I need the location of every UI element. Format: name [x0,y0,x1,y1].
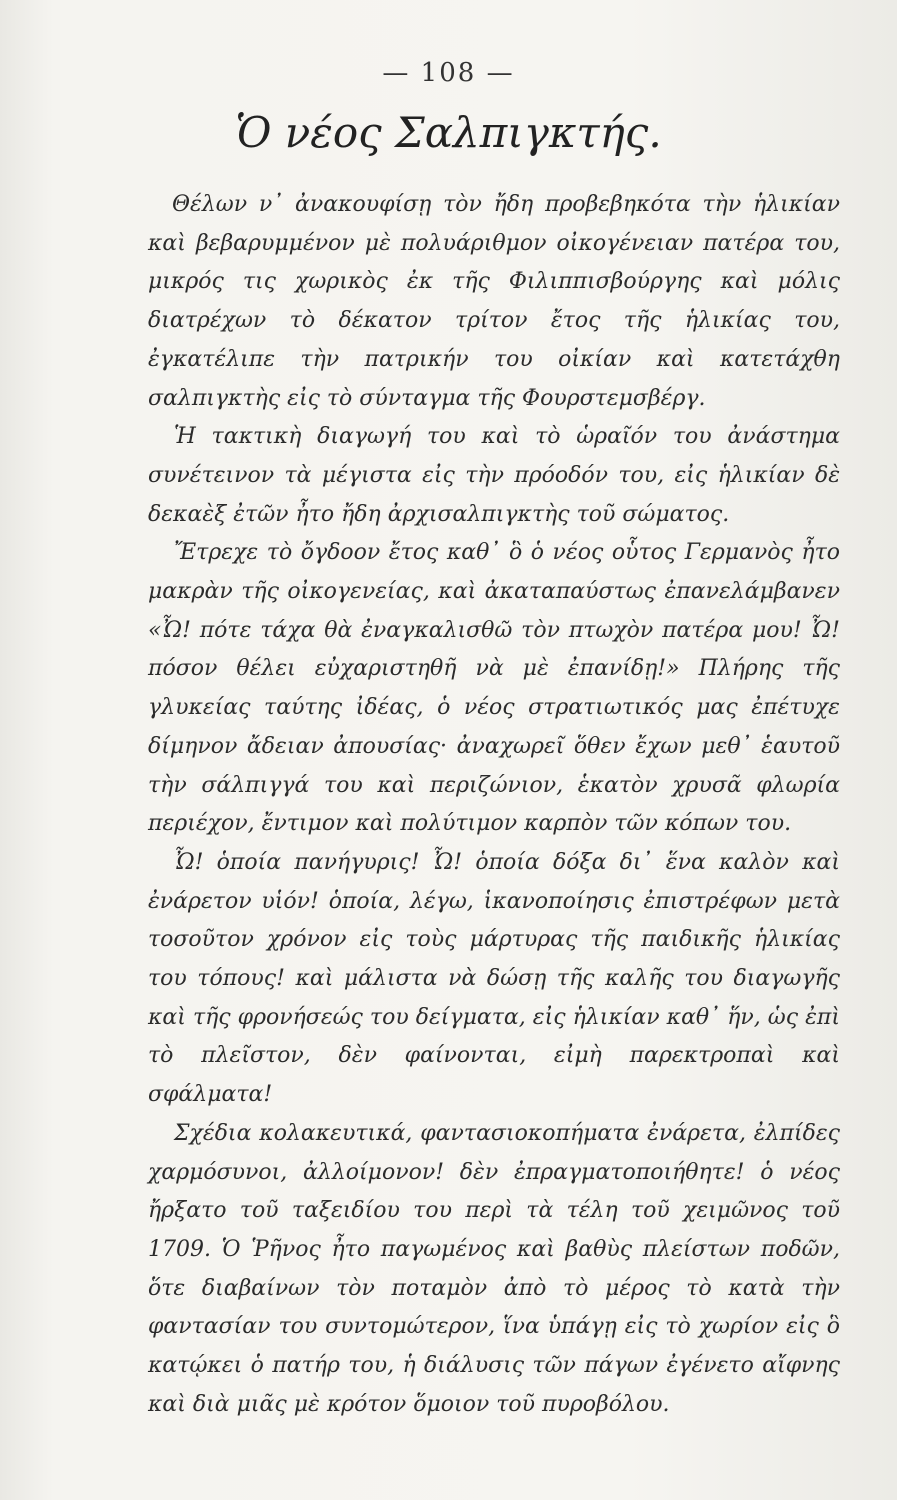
paragraph: Θέλων ν᾽ ἀνακουφίσῃ τὸν ἤδη προβεβηκότα τὴν ἡλικίαν καὶ βεβαρυμμένον μὲ πολυάριθμον οἰκογένειαν πατέρα του, μικρός τις χωρικὸς ἐκ τῆς Φιλιππισβούργης καὶ μόλις διατρέχων τὸ δέκατον τρίτον ἔτος τῆς ἡλικίας του, ἐγκατέλιπε τὴν πατρικήν του οἰκίαν καὶ κατετάχθη σαλπιγκτὴς εἰς τὸ σύνταγμα τῆς Φουρστεμσβέργ. [148,192,840,411]
paragraph: Ὦ! ὁποία πανήγυρις! Ὦ! ὁποία δόξα δι᾽ ἕνα καλὸν καὶ ἐνάρετον υἱόν! ὁποία, λέγω, ἱκανοποίησις ἐπιστρέφων μετὰ τοσοῦτον χρόνον εἰς τοὺς μάρτυρας τῆς παιδικῆς ἡλικίας του τόπους! καὶ μάλιστα νὰ δώσῃ τῆς καλῆς του διαγωγῆς καὶ τῆς φρονήσεώς του δείγματα, εἰς ἡλικίαν καθ᾽ ἥν, ὡς ἐπὶ τὸ πλεῖστον, δὲν φαίνονται, εἰμὴ παρεκτροπαὶ καὶ σφάλματα! [148,849,840,1108]
paragraph: Ἔτρεχε τὸ ὄγδοον ἔτος καθ᾽ ὃ ὁ νέος οὗτος Γερμανὸς ἦτο μακρὰν τῆς οἰκογενείας, καὶ ἀκαταπαύστως ἐπανελάμβανεν «Ὦ! πότε τάχα θὰ ἐναγκαλισθῶ τὸν πτωχὸν πατέρα μου! Ὦ! πόσον θέλει εὐχαριστηθῆ νὰ μὲ ἐπανίδῃ!» Πλήρης τῆς γλυκείας ταύτης ἰδέας, ὁ νέος στρατιωτικός μας ἐπέτυχε δίμηνον ἄδειαν ἀπουσίας· ἀναχωρεῖ ὅθεν ἔχων μεθ᾽ ἑαυτοῦ τὴν σάλπιγγά του καὶ περιζώνιον, ἑκατὸν χρυσᾶ φλωρία περιέχον, ἔντιμον καὶ πολύτιμον καρπὸν τῶν κόπων του. [148,540,840,837]
page-number: — 108 — [382,58,515,88]
paragraph: Σχέδια κολακευτικά, φαντασιοκοπήματα ἐνάρετα, ἐλπίδες χαρμόσυνοι, ἀλλοίμονον! δὲν ἐπραγματοποιήθητε! ὁ νέος ἤρξατο τοῦ ταξειδίου του περὶ τὰ τέλη τοῦ χειμῶνος τοῦ 1709. Ὁ Ῥῆνος ἦτο παγωμένος καὶ βαθὺς πλείστων ποδῶν, ὅτε διαβαίνων τὸν ποταμὸν ἀπὸ τὸ μέρος τὸ κατὰ τὴν φαντασίαν του συντομώτερον, ἵνα ὑπάγῃ εἰς τὸ χωρίον εἰς ὃ κατῴκει ὁ πατήρ του, ἡ διάλυσις τῶν πάγων ἐγένετο αἴφνης καὶ διὰ μιᾶς μὲ κρότον ὅμοιον τοῦ πυροβόλου. [148,1120,840,1417]
body-text [148,186,840,1425]
paragraph: Ἡ τακτικὴ διαγωγή του καὶ τὸ ὡραῖόν του ἀνάστημα συνέτεινον τὰ μέγιστα εἰς τὴν πρόοδόν του, εἰς ἡλικίαν δὲ δεκαὲξ ἐτῶν ἦτο ἤδη ἀρχισαλπιγκτὴς τοῦ σώματος. [148,424,840,527]
chapter-title: Ὁ νέος Σαλπιγκτής. [235,108,662,157]
